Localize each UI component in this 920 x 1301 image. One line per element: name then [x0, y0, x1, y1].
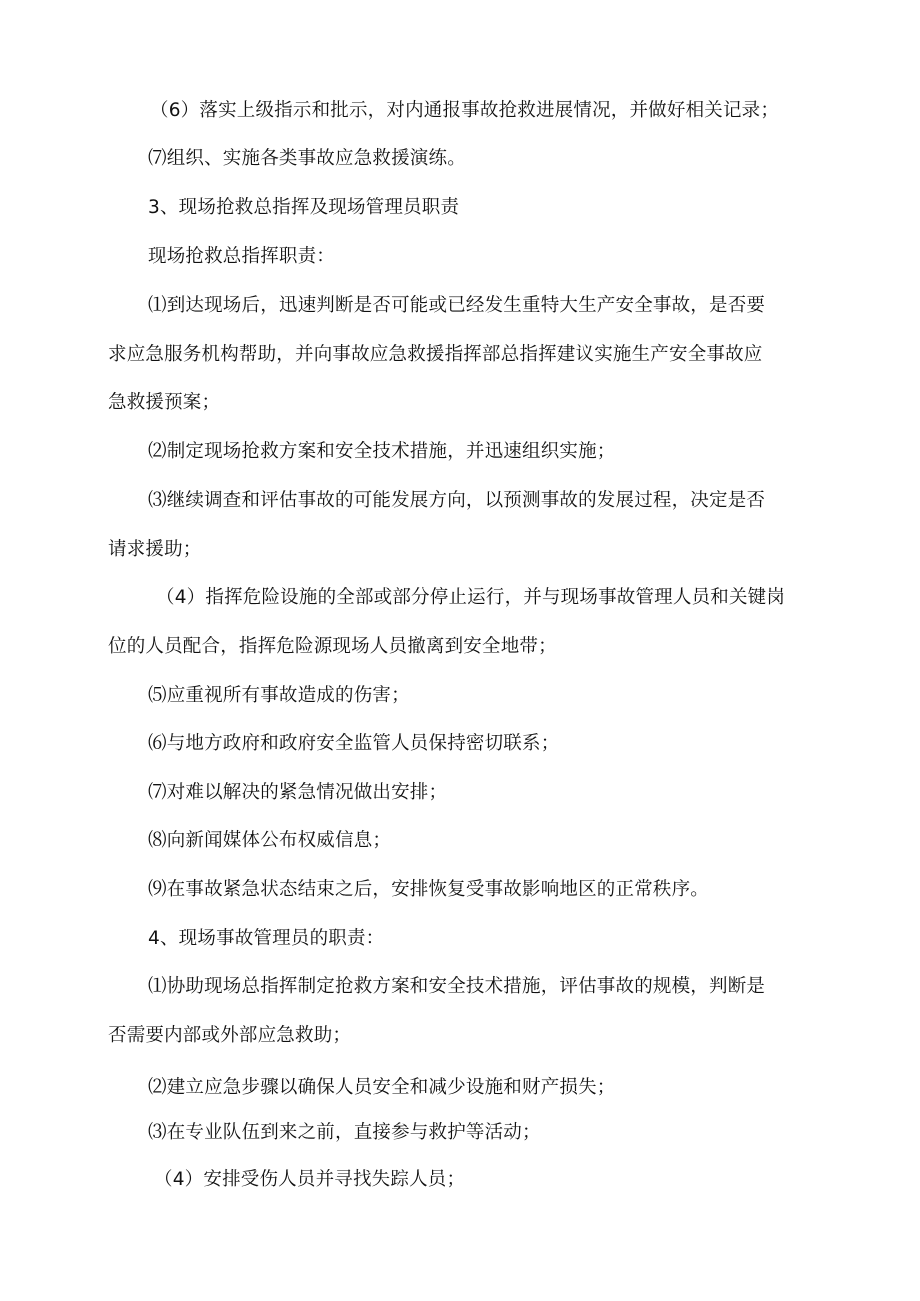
paragraph-line-duty-4a: （4）指挥危险设施的全部或部分停止运行，并与现场事故管理人员和关键岗: [156, 587, 786, 608]
paragraph-line-duty-2: ⑵制定现场抢救方案和安全技术措施，并迅速组织实施；: [148, 441, 616, 462]
paragraph-line-manager-2: ⑵建立应急步骤以确保人员安全和减少设施和财产损失；: [148, 1077, 616, 1098]
paragraph-line-manager-1a: ⑴协助现场总指挥制定抢救方案和安全技术措施，评估事故的规模，判断是: [148, 976, 766, 997]
paragraph-line-duty-1b: 求应急服务机构帮助，并向事故应急救援指挥部总指挥建议实施生产安全事故应: [108, 344, 763, 365]
paragraph-line-manager-3: ⑶在专业队伍到来之前，直接参与救护等活动；: [148, 1122, 541, 1143]
paragraph-line-duty-1a: ⑴到达现场后，迅速判断是否可能或已经发生重特大生产安全事故，是否要: [148, 295, 766, 316]
paragraph-line-duty-6: ⑹与地方政府和政府安全监管人员保持密切联系；: [148, 733, 560, 754]
paragraph-line-manager-4: （4）安排受伤人员并寻找失踪人员；: [154, 1169, 466, 1190]
paragraph-line-duty-1c: 急救援预案；: [108, 392, 221, 413]
paragraph-line-duty-3b: 请求援助；: [108, 539, 202, 560]
paragraph-line-duty-8: ⑻向新闻媒体公布权威信息；: [148, 830, 392, 851]
paragraph-line-duty-5: ⑸应重视所有事故造成的伤害；: [148, 685, 410, 706]
paragraph-line-duty-7: ⑺对难以解决的紧急情况做出安排；: [148, 782, 448, 803]
paragraph-line-duty-3a: ⑶继续调查和评估事故的可能发展方向，以预测事故的发展过程，决定是否: [148, 490, 766, 511]
paragraph-line-manager-1b: 否需要内部或外部应急救助；: [108, 1025, 352, 1046]
paragraph-line-item-7: ⑺组织、实施各类事故应急救援演练。: [148, 148, 466, 169]
subheading-commander-duties: 现场抢救总指挥职责：: [148, 246, 336, 267]
paragraph-line-duty-4b: 位的人员配合，指挥危险源现场人员撤离到安全地带；: [108, 636, 557, 657]
paragraph-line-item-6: （6）落实上级指示和批示，对内通报事故抢救进展情况，并做好相关记录；: [150, 100, 780, 121]
section-heading-3: 3、现场抢救总指挥及现场管理员职责: [148, 197, 460, 218]
paragraph-line-duty-9: ⑼在事故紧急状态结束之后，安排恢复受事故影响地区的正常秩序。: [148, 879, 710, 900]
section-heading-4: 4、现场事故管理员的职责：: [148, 928, 385, 949]
